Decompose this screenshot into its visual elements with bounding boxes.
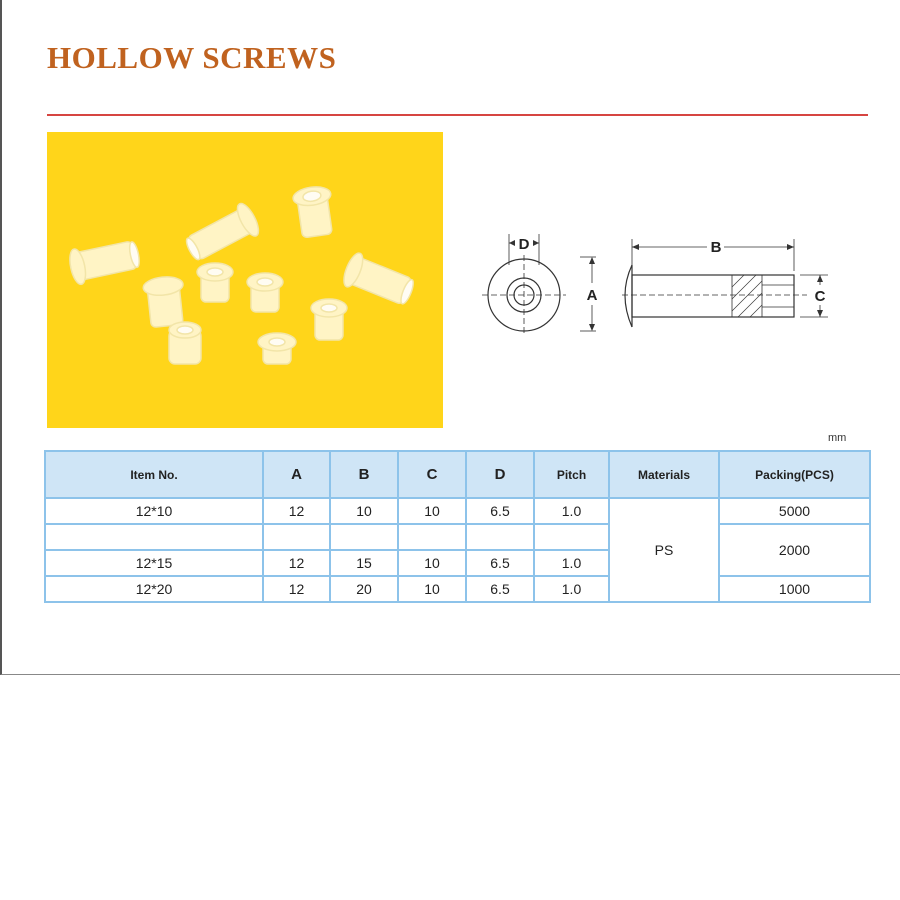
cell-d: 6.5 — [466, 550, 534, 576]
cell-packing: 1000 — [719, 576, 870, 602]
table-row-empty — [45, 524, 870, 550]
header-c: C — [398, 451, 466, 498]
cell-item: 12*20 — [45, 576, 263, 602]
cell-c: 10 — [398, 576, 466, 602]
cell-b: 15 — [330, 550, 398, 576]
header-b: B — [330, 451, 398, 498]
label-a: A — [586, 287, 598, 304]
dimension-drawing — [482, 225, 842, 335]
header-a: A — [263, 451, 330, 498]
cell-c: 10 — [398, 550, 466, 576]
header-packing: Packing(PCS) — [719, 451, 870, 498]
table-row — [45, 498, 870, 524]
header-d: D — [466, 451, 534, 498]
cell-c: 10 — [398, 498, 466, 524]
label-b: B — [710, 239, 722, 256]
cell-d: 6.5 — [466, 498, 534, 524]
cell-d: 6.5 — [466, 576, 534, 602]
cell-pitch: 1.0 — [534, 550, 609, 576]
product-photo — [47, 132, 443, 428]
cell-item: 12*10 — [45, 498, 263, 524]
cell-packing: 2000 — [719, 524, 870, 576]
cell-a: 12 — [263, 498, 330, 524]
cell-pitch: 1.0 — [534, 498, 609, 524]
table-row — [45, 576, 870, 602]
cell-b: 20 — [330, 576, 398, 602]
cell-a: 12 — [263, 576, 330, 602]
header-materials: Materials — [609, 451, 719, 498]
cell-pitch: 1.0 — [534, 576, 609, 602]
cell-b: 10 — [330, 498, 398, 524]
cell-item: 12*15 — [45, 550, 263, 576]
cell-material: PS — [609, 498, 719, 602]
unit-label: mm — [828, 432, 847, 444]
title-divider — [47, 114, 868, 116]
spec-table — [44, 450, 871, 603]
cell-a: 12 — [263, 550, 330, 576]
table-header-row — [45, 451, 870, 498]
header-item-no: Item No. — [45, 451, 263, 498]
label-d: D — [518, 236, 530, 253]
cell-packing: 5000 — [719, 498, 870, 524]
header-pitch: Pitch — [534, 451, 609, 498]
label-c: C — [814, 288, 826, 305]
page-title: HOLLOW SCREWS — [47, 40, 337, 75]
